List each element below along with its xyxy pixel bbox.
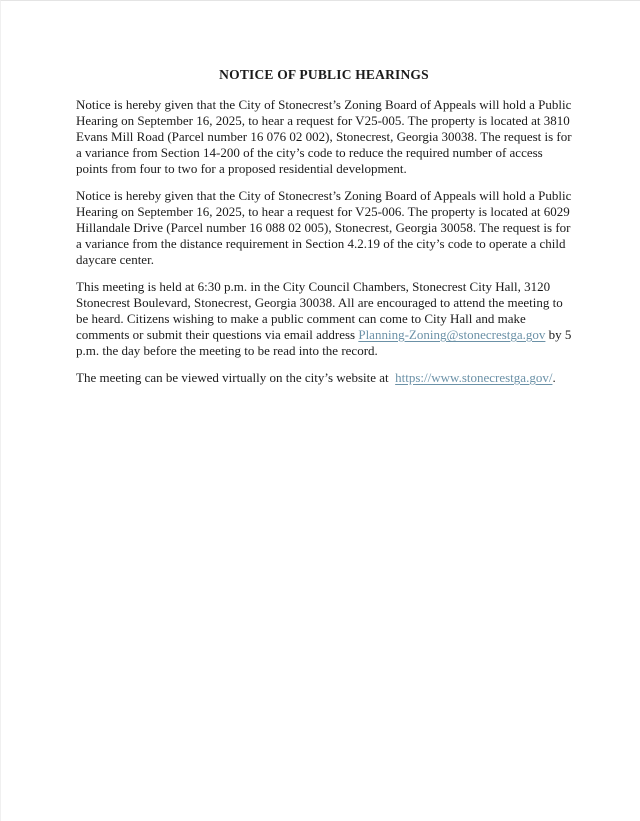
paragraph-virtual-viewing bbox=[76, 370, 572, 386]
meeting-text-after-link: by 5 p.m. the day before the meeting to be read into the record. bbox=[76, 327, 575, 358]
virtual-text-before-link: The meeting can be viewed virtually on the city’s website at bbox=[76, 370, 396, 385]
paragraph-meeting-info bbox=[76, 279, 575, 359]
document-title: NOTICE OF PUBLIC HEARINGS bbox=[219, 67, 429, 82]
meeting-text-before-link: This meeting is held at 6:30 p.m. in the City Council Chambers, Stonecrest City Hall, 3120 Stonecrest Boulevard, Stonecrest, Georgia 30038. All are encouraged to attend the meeting to be heard. Citizens wishing to make a public comment can come to City Hall and make comments or submit their questions via email address bbox=[76, 279, 567, 342]
paragraph-notice-2: Notice is hereby given that the City of Stonecrest’s Zoning Board of Appeals will hold a Public Hearing on September 16, 2025, to hear a request for V25-006. The property is located at 6029 Hillandale Drive (Parcel number 16 088 02 005), Stonecrest, Georgia 30058. The request is for a variance from the distance requirement in Section 4.2.19 of the city’s code to operate a child daycare center. bbox=[76, 188, 575, 267]
email-link[interactable]: Planning-Zoning@stonecrestga.gov bbox=[358, 327, 546, 342]
virtual-text-after-link: . bbox=[552, 370, 556, 385]
paragraph-notice-1: Notice is hereby given that the City of Stonecrest’s Zoning Board of Appeals will hold a Public Hearing on September 16, 2025, to hear a request for V25-005. The property is located at 3810 Evans Mill Road (Parcel number 16 076 02 002), Stonecrest, Georgia 30038. The request is for a variance from Section 14-200 of the city’s code to reduce the required number of access points from four to two for a proposed residential development. bbox=[76, 97, 575, 176]
website-link[interactable]: https://www.stonecrestga.gov/ bbox=[395, 370, 553, 385]
